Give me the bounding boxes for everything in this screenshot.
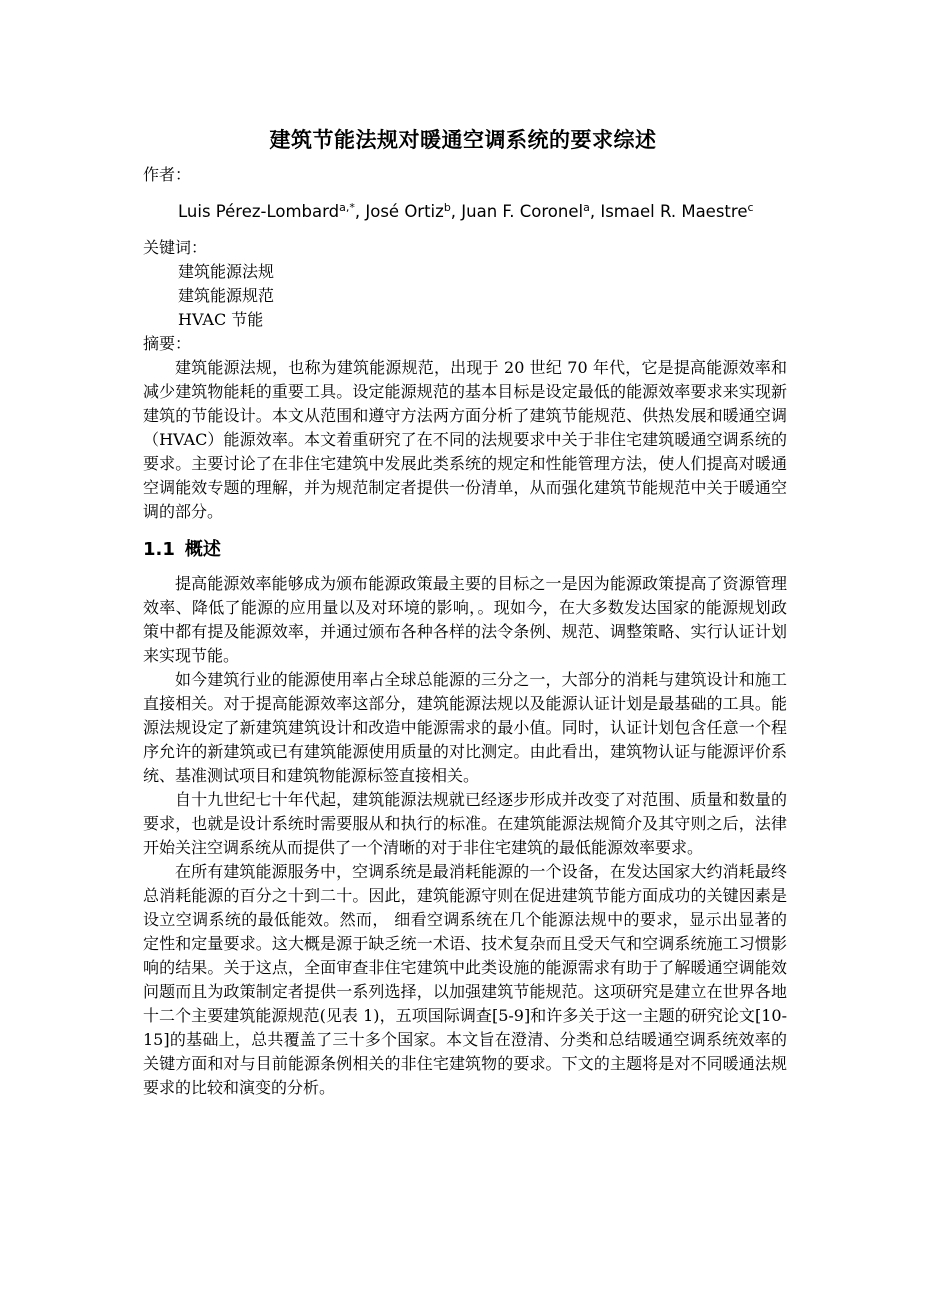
author-name: Luis Pérez-Lombard — [178, 202, 340, 221]
document-title: 建筑节能法规对暖通空调系统的要求综述 — [269, 128, 657, 152]
author-affiliation: a — [583, 201, 590, 214]
keyword-item: 建筑能源法规 — [178, 262, 275, 281]
author-name: José Ortiz — [365, 202, 444, 221]
abstract-body — [143, 356, 787, 524]
keyword-item: 建筑能源规范 — [178, 286, 275, 305]
author-name: Juan F. Coronel — [461, 202, 584, 221]
section-title: 概述 — [184, 539, 221, 560]
keywords-label: 关键词： — [143, 238, 208, 257]
author-name: Ismael R. Maestre — [600, 202, 748, 221]
body-paragraph: 自十九世纪七十年代起，建筑能源法规就已经逐步形成并改变了对范围、质量和数量的要求，也就是设计系统时需要服从和执行的标准。在建筑能源法规简介及其守则之后，法律开始关注空调系统从而提供了一个清晰的对于非住宅建筑的最低能源效率要求。 — [143, 790, 787, 857]
author-affiliation: b — [443, 201, 451, 214]
keyword-list — [178, 260, 274, 332]
author-separator: , — [354, 202, 366, 221]
body-paragraph: 如今建筑行业的能源使用率占全球总能源的三分之一，大部分的消耗与建筑设计和施工直接相关。对于提高能源效率这部分，建筑能源法规以及能源认证计划是最基础的工具。能源法规设定了新建筑建筑设计和改造中能源需求的最小值。同时，认证计划包含任意一个程序允许的新建筑或已有建筑能源使用质量的对比测定。由此看出，建筑物认证与能源评价系统、基准测试项目和建筑物能源标签直接相关。 — [143, 670, 787, 785]
section-body — [143, 572, 787, 1100]
section-heading — [143, 538, 221, 562]
keyword-item: HVAC 节能 — [178, 310, 264, 329]
author-affiliation: a,* — [339, 201, 355, 214]
section-number: 1.1 — [143, 539, 175, 560]
authors-label: 作者： — [143, 165, 192, 184]
author-separator: , — [589, 202, 601, 221]
author-separator: , — [450, 202, 462, 221]
body-paragraph: 在所有建筑能源服务中，空调系统是最消耗能源的一个设备，在发达国家大约消耗最终总消耗能源的百分之十到二十。因此，建筑能源守则在促进建筑节能方面成功的关键因素是设立空调系统的最低能效。然而， 细看空调系统在几个能源法规中的要求，显示出显著的定性和定量要求。这大概是源于缺乏统一术语、技术复杂而且受天气和空调系统施工习惯影响的结果。关于这点，全面审查非住宅建筑中此类设施的能源需求有助于了解暖通空调能效问题而且为政策制定者提供一系列选择，以加强建筑节能规范。这项研究是建立在世界各地十二个主要建筑能源规范(见表 1)，五项国际调查[5-9]和许多关于这一主题的研究论文[10-15]的基础上，总共覆盖了三十多个国家。本文旨在澄清、分类和总结暖通空调系统效率的关键方面和对与目前能源条例相关的非住宅建筑物的要求。下文的主题将是对不同暖通法规要求的比较和演变的分析。 — [143, 862, 787, 1097]
author-affiliation: c — [747, 201, 754, 214]
body-paragraph: 提高能源效率能够成为颁布能源政策最主要的目标之一是因为能源政策提高了资源管理效率、降低了能源的应用量以及对环境的影响，。现如今，在大多数发达国家的能源规划政策中都有提及能源效率，并通过颁布各种各样的法令条例、规范、调整策略、实行认证计划来实现节能。 — [143, 574, 787, 665]
abstract-paragraph: 建筑能源法规，也称为建筑能源规范，出现于 20 世纪 70 年代，它是提高能源效率和减少建筑物能耗的重要工具。设定能源规范的基本目标是设定最低的能源效率要求来实现新建筑的节能设计。本文从范围和遵守方法两方面分析了建筑节能规范、供热发展和暖通空调（HVAC）能源效率。本文着重研究了在不同的法规要求中关于非住宅建筑暖通空调系统的要求。主要讨论了在非住宅建筑中发展此类系统的规定和性能管理方法，使人们提高对暖通空调能效专题的理解，并为规范制定者提供一份清单，从而强化建筑节能规范中关于暖通空调的部分。 — [143, 358, 787, 521]
author-list — [178, 200, 754, 224]
abstract-label: 摘要： — [143, 334, 192, 353]
